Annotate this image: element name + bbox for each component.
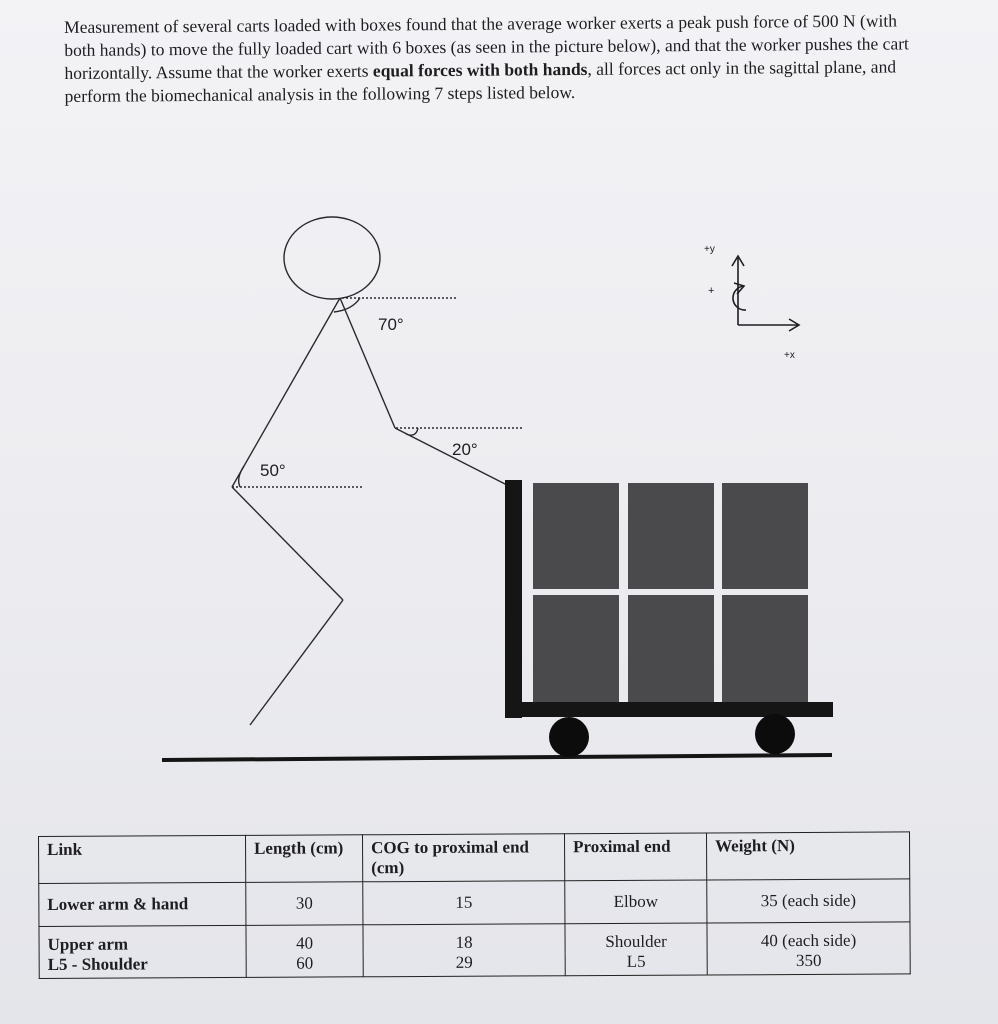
table-row — [39, 950, 910, 978]
shank — [250, 600, 343, 725]
table-row — [39, 879, 910, 927]
axis-moment-label: + — [708, 285, 715, 297]
elbow-angle-arc — [406, 428, 418, 435]
thigh — [232, 487, 343, 600]
problem-statement — [64, 9, 925, 108]
box — [533, 595, 619, 702]
cell-weight: 35 (each side) — [707, 879, 910, 923]
axis-x-label: +x — [784, 350, 795, 361]
cell-proximal: Shoulder — [565, 923, 707, 952]
header-cog: COG to proximal end (cm) — [362, 834, 564, 882]
neck-angle-arc — [334, 298, 360, 312]
lower-arm — [395, 428, 507, 485]
axis-symbol — [732, 256, 799, 331]
cart-handle — [505, 480, 522, 718]
cell-cog: 15 — [363, 881, 565, 925]
box — [628, 595, 714, 702]
header-link: Link — [39, 835, 246, 883]
cell-cog: 18 — [363, 924, 565, 954]
head — [284, 217, 380, 299]
table-header-row — [39, 832, 910, 884]
cart-deck — [505, 702, 833, 717]
header-weight: Weight (N) — [706, 832, 909, 880]
header-proximal: Proximal end — [564, 833, 706, 881]
angle-elbow-label: 20° — [452, 440, 478, 459]
ground-line — [162, 755, 832, 760]
cell-length: 60 — [246, 953, 363, 977]
worker-cart-diagram — [0, 200, 998, 820]
cell-proximal: Elbow — [565, 880, 707, 924]
moment-arrowhead-icon — [734, 283, 744, 294]
cell-link: Lower arm & hand — [39, 882, 246, 926]
trunk — [232, 298, 340, 487]
header-length: Length (cm) — [245, 835, 362, 883]
cell-weight: 40 (each side) — [707, 922, 910, 952]
cell-weight: 350 — [707, 950, 910, 975]
cart-wheel-rear — [755, 714, 795, 754]
problem-text-2: , all forces act only in the sagittal plane, and perform the biomechanical analysis in the following 7 steps listed below. — [64, 56, 897, 106]
cell-length: 30 — [246, 882, 363, 926]
boxes — [533, 483, 808, 702]
cell-cog: 29 — [363, 952, 565, 977]
moment-arc-icon — [733, 286, 746, 310]
table-row — [39, 922, 910, 955]
cell-link: L5 - Shoulder — [39, 954, 246, 979]
cell-length: 40 — [246, 925, 363, 954]
problem-text-1: Measurement of several carts loaded with boxes found that the average worker exerts a peak push force of 500 N (with both hands) to move the fully loaded cart with 6 boxes (as seen in the picture below), and that the worker pushes the cart horizontally. Assume that the worker exerts — [64, 10, 909, 83]
cart-wheel-front — [549, 717, 589, 757]
hip-angle-arc — [239, 466, 244, 487]
box — [533, 483, 619, 589]
angle-hip-label: 50° — [260, 461, 286, 480]
angle-neck-label: 70° — [378, 315, 404, 334]
box — [722, 483, 808, 589]
box — [628, 483, 714, 589]
problem-text-bold: equal forces with both hands — [372, 58, 588, 81]
cell-link: Upper arm — [39, 925, 246, 955]
axis-y-label: +y — [704, 244, 715, 255]
cell-proximal: L5 — [565, 951, 707, 975]
box — [722, 595, 808, 702]
link-parameters-table — [38, 831, 911, 979]
